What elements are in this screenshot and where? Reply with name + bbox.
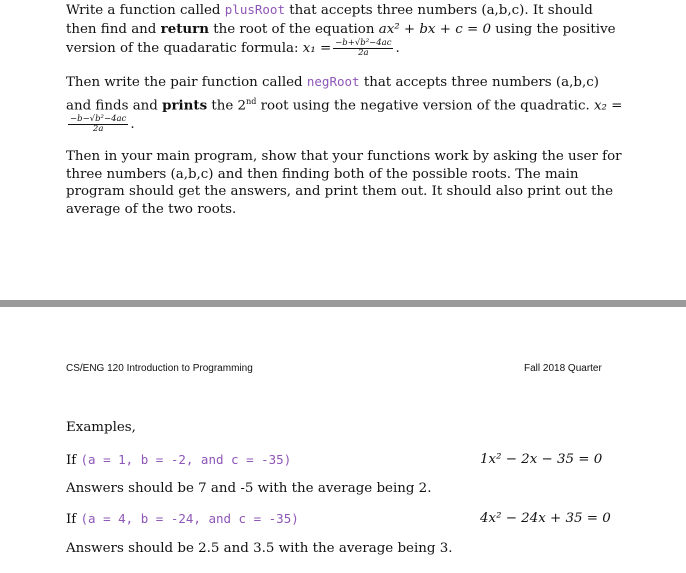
- text: that accepts three numbers (a,b,c) and finds and: [66, 75, 599, 114]
- example-2-answer: Answers should be 2.5 and 3.5 with the average being 3.: [66, 541, 453, 556]
- assignment-text: [66, 0, 626, 227]
- text: using the positive version of the quadaratic formula:: [66, 22, 616, 56]
- course-header: CS/ENG 120 Introduction to Programming: [66, 363, 253, 374]
- text: that accepts three numbers (a,b,c). It should then find and: [66, 3, 593, 37]
- ordinal-suffix: nd: [246, 97, 257, 106]
- paragraph-negroot: Then write the pair function called negRoot that accepts three numbers (a,b,c) and finds and prints the 2nd root using the negative version of the quadratic. x₂ = $\frac{\text{−b−√b²−4ac}}{2a}$ .: [66, 74, 623, 135]
- examples-title: Examples,: [66, 420, 136, 435]
- text: the root of the equation: [208, 22, 379, 37]
- if-label: If: [66, 453, 77, 468]
- text: root using the negative version of the quadratic.: [256, 98, 594, 114]
- minus-formula: [68, 115, 128, 134]
- plusroot-code: plusRoot: [224, 2, 285, 17]
- negroot-code: negRoot: [306, 74, 360, 89]
- text: Write a function called: [66, 3, 225, 18]
- paragraph-plusroot: Write a function called plusRoot that accepts three numbers (a,b,c). It should then find and return the root of the equation ax² + bx + c = 0 using the positive version of the quadaratic formula: x₁ = $\frac{\text{−b+√b²−4ac}}{2a}$ .: [66, 2, 616, 58]
- formula-numerator: −b−√b²−4ac: [70, 114, 127, 125]
- x2-label: x₂ =: [593, 98, 623, 114]
- return-keyword: return: [160, 21, 209, 37]
- formula-numerator: −b+√b²−4ac: [335, 38, 392, 48]
- text: Then write the pair function called: [66, 75, 307, 90]
- plus-formula: [333, 39, 393, 58]
- example-2-equation: 4x² − 24x + 35 = 0: [480, 511, 611, 526]
- example-1-answer: Answers should be 7 and -5 with the average being 2.: [66, 481, 432, 496]
- page-separator: [0, 300, 686, 307]
- x1-label: x₁ =: [302, 41, 332, 56]
- text: the 2: [207, 98, 247, 114]
- example-1-equation: 1x² − 2x − 35 = 0: [480, 452, 603, 467]
- quarter-header: Fall 2018 Quarter: [524, 363, 602, 374]
- formula-denominator: 2a: [358, 48, 369, 58]
- example-1-code: (a = 1, b = -2, and c = -35): [80, 452, 292, 467]
- formula-denominator: 2a: [92, 124, 104, 135]
- equation: ax² + bx + c = 0: [378, 22, 491, 37]
- if-label: If: [66, 512, 77, 527]
- paragraph-main-program: Then in your main program, show that your functions work by asking the user for three numbers (a,b,c) and then finding both of the possible roots. The main program should get the answers, and print them out. It should also print out the average of the two roots.: [66, 149, 622, 217]
- prints-keyword: prints: [162, 97, 208, 114]
- example-2-code: (a = 4, b = -24, and c = -35): [80, 511, 299, 526]
